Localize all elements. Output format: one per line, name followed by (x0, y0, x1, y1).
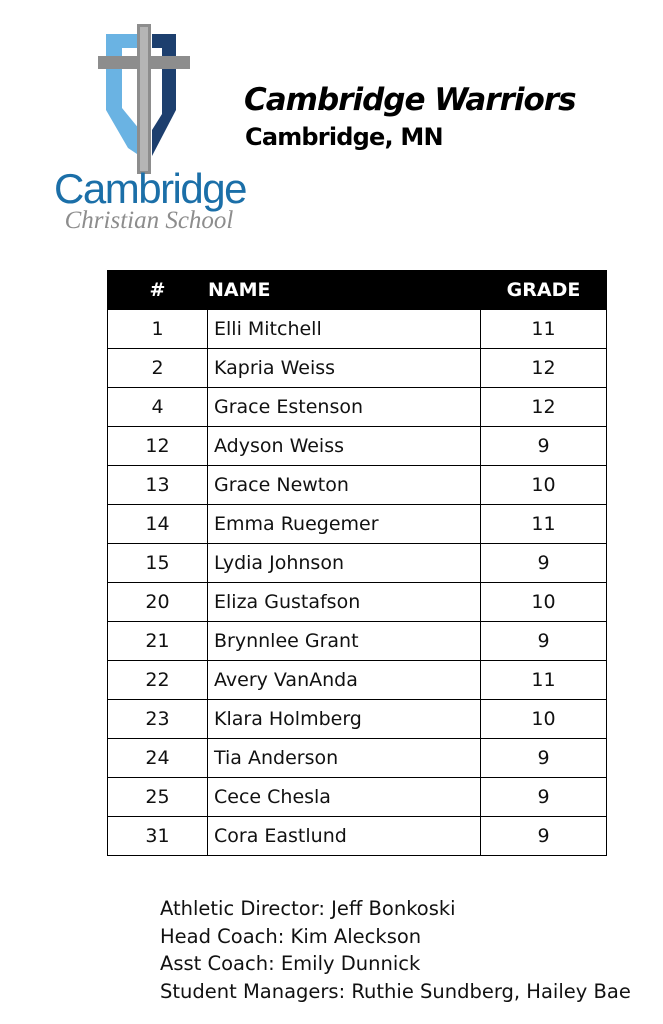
player-name: Elli Mitchell (208, 310, 481, 349)
player-name: Cece Chesla (208, 778, 481, 817)
table-row (108, 739, 607, 778)
player-grade: 12 (481, 388, 607, 427)
player-number: 31 (108, 817, 208, 856)
table-row (108, 310, 607, 349)
player-name: Kapria Weiss (208, 349, 481, 388)
player-number: 2 (108, 349, 208, 388)
player-number: 15 (108, 544, 208, 583)
player-grade: 11 (481, 661, 607, 700)
player-number: 24 (108, 739, 208, 778)
logo-subtitle: Christian School (64, 207, 234, 234)
table-row (108, 388, 607, 427)
player-grade: 10 (481, 700, 607, 739)
player-name: Eliza Gustafson (208, 583, 481, 622)
player-grade: 12 (481, 349, 607, 388)
player-name: Adyson Weiss (208, 427, 481, 466)
column-header-name: NAME (208, 271, 481, 310)
table-row (108, 778, 607, 817)
staff-list (160, 895, 631, 1005)
player-name: Avery VanAnda (208, 661, 481, 700)
school-logo (48, 18, 252, 238)
table-row (108, 700, 607, 739)
player-grade: 11 (481, 505, 607, 544)
player-grade: 9 (481, 778, 607, 817)
column-header-grade: GRADE (481, 271, 607, 310)
table-row (108, 817, 607, 856)
player-grade: 10 (481, 583, 607, 622)
player-number: 25 (108, 778, 208, 817)
player-number: 14 (108, 505, 208, 544)
player-number: 20 (108, 583, 208, 622)
player-name: Grace Newton (208, 466, 481, 505)
player-name: Klara Holmberg (208, 700, 481, 739)
player-name: Emma Ruegemer (208, 505, 481, 544)
table-row (108, 583, 607, 622)
player-number: 22 (108, 661, 208, 700)
table-row (108, 622, 607, 661)
player-name: Grace Estenson (208, 388, 481, 427)
player-grade: 11 (481, 310, 607, 349)
table-row (108, 661, 607, 700)
player-grade: 9 (481, 427, 607, 466)
roster-header-row (108, 271, 607, 310)
head-coach: Head Coach: Kim Aleckson (160, 924, 422, 948)
assistant-coach: Asst Coach: Emily Dunnick (160, 952, 421, 975)
athletic-director: Athletic Director: Jeff Bonkoski (160, 897, 456, 920)
player-number: 23 (108, 700, 208, 739)
player-grade: 9 (481, 544, 607, 583)
player-name: Tia Anderson (208, 739, 481, 778)
team-location: Cambridge, MN (245, 123, 443, 151)
player-number: 1 (108, 310, 208, 349)
player-number: 21 (108, 622, 208, 661)
roster-table (107, 270, 607, 856)
student-managers: Student Managers: Ruthie Sundberg, Hailey Bae (160, 979, 631, 1003)
player-number: 4 (108, 388, 208, 427)
player-number: 12 (108, 427, 208, 466)
table-row (108, 427, 607, 466)
player-name: Cora Eastlund (208, 817, 481, 856)
logo-wordmark: Cambridge (54, 165, 246, 212)
player-grade: 9 (481, 622, 607, 661)
player-name: Brynnlee Grant (208, 622, 481, 661)
table-row (108, 349, 607, 388)
cross-shield-icon (48, 18, 252, 178)
table-row (108, 505, 607, 544)
table-row (108, 544, 607, 583)
player-grade: 9 (481, 739, 607, 778)
table-row (108, 466, 607, 505)
team-name: Cambridge Warriors (244, 82, 576, 118)
player-name: Lydia Johnson (208, 544, 481, 583)
player-number: 13 (108, 466, 208, 505)
player-grade: 9 (481, 817, 607, 856)
column-header-number: # (108, 271, 208, 310)
player-grade: 10 (481, 466, 607, 505)
